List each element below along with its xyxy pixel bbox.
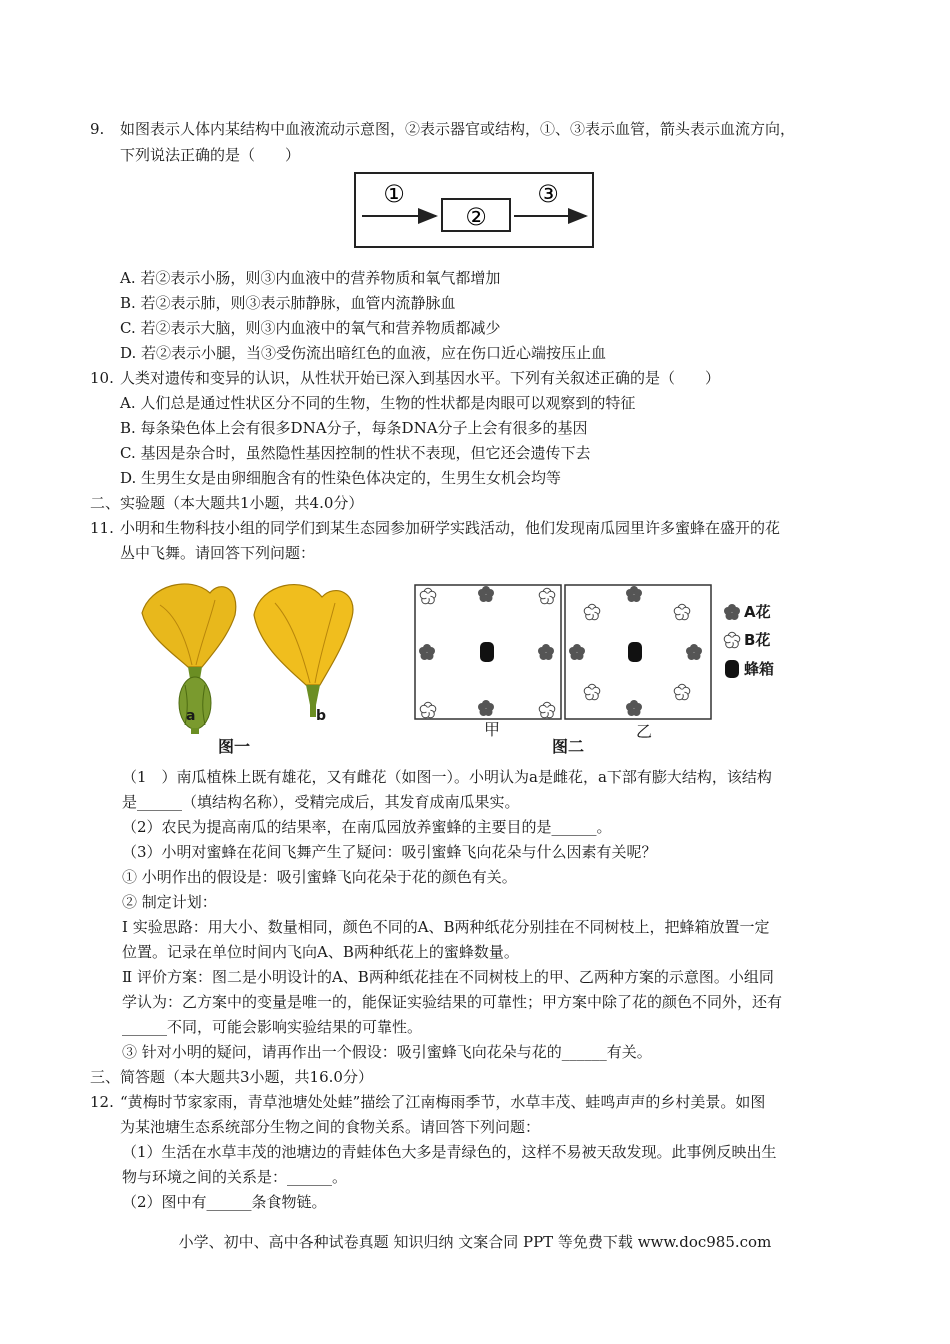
q10-number: 10. [90, 369, 114, 387]
q9-number: 9. [90, 120, 105, 138]
q11-part3: （3）小明对蜜蜂在花间飞舞产生了疑问：吸引蜜蜂飞向花朵与什么因素有关呢？ [122, 843, 657, 861]
legend-beehive-label: 蜂箱 [744, 660, 775, 678]
flower-b-label-text: b [316, 708, 327, 724]
label-vessel-3: ③ [537, 180, 559, 208]
q11-part1-line1: （1 ）南瓜植株上既有雄花，又有雌花（如图一）。小明认为a是雌花，a下部有膨大结构，该结构 [122, 768, 772, 786]
q10-stem: 人类对遗传和变异的认识，从性状开始已深入到基因水平。下列有关叙述正确的是（ ） [120, 369, 721, 387]
legend-b-flower-icon [724, 632, 740, 648]
page-footer: 小学、初中、高中各种试卷真题 知识归纳 文案合同 PPT 等免费下载 www.doc985.com [178, 1233, 772, 1251]
q11-plan-ii-line3: ______不同，可能会影响实验结果的可靠性。 [122, 1018, 423, 1036]
figure-2-layouts [412, 582, 787, 722]
legend-beehive-icon [725, 660, 739, 678]
q9-option-d: D. 若②表示小腿，当③受伤流出暗红色的血液，应在伤口近心端按压止血 [120, 344, 607, 362]
legend-b-flower-label: B花 [744, 631, 771, 649]
q11-plan-ii-line2: 学认为：乙方案中的变量是唯一的，能保证实验结果的可靠性；甲方案中除了花的颜色不同外，还有 [122, 993, 783, 1011]
q9-option-a: A. 若②表示小肠，则③内血液中的营养物质和氧气都增加 [120, 269, 501, 287]
q10-option-a: A. 人们总是通过性状区分不同的生物，生物的性状都是肉眼可以观察到的特征 [120, 394, 636, 412]
label-organ-2: ② [465, 203, 487, 231]
q9-option-b: B. 若②表示肺，则③表示肺静脉，血管内流静脉血 [120, 294, 456, 312]
q12-number: 12. [90, 1093, 114, 1111]
q9-stem-line1: 如图表示人体内某结构中血液流动示意图，②表示器官或结构，①、③表示血管，箭头表示血流方向， [120, 120, 796, 138]
q11-new-hypothesis: ③ 针对小明的疑问，请再作出一个假设：吸引蜜蜂飞向花朵与花的______有关。 [122, 1043, 652, 1061]
q10-option-c: C. 基因是杂合时，虽然隐性基因控制的性状不表现，但它还会遗传下去 [120, 444, 591, 462]
q11-stem-line1: 小明和生物科技小组的同学们到某生态园参加研学实践活动，他们发现南瓜园里许多蜜蜂在盛开的花 [120, 519, 781, 537]
q12-part2: （2）图中有______条食物链。 [122, 1193, 327, 1211]
q11-plan-ii-line1: Ⅱ 评价方案：图二是小明设计的A、B两种纸花挂在不同树枝上的甲、乙两种方案的示意图。小组同 [122, 968, 774, 986]
layout-jia-label: 甲 [484, 720, 501, 739]
q10-option-d: D. 生男生女是由卵细胞含有的性染色体决定的，生男生女机会均等 [120, 469, 562, 487]
q11-plan-heading: ② 制定计划： [122, 893, 217, 911]
figure-1-flowers [130, 575, 410, 760]
figure-1-caption: 图一 [218, 737, 251, 756]
q12-part1-line1: （1）生活在水草丰茂的池塘边的青蛙体色大多是青绿色的，这样不易被天敌发现。此事例反映出生 [122, 1143, 777, 1161]
blood-flow-diagram [354, 172, 594, 248]
section-2-heading: 二、实验题（本大题共1小题，共4.0分） [90, 494, 364, 512]
q12-part1-line2: 物与环境之间的关系是：______。 [122, 1168, 348, 1186]
flower-a-label-text: a [186, 708, 196, 724]
legend-a-flower-icon [724, 604, 740, 620]
q11-stem-line2: 丛中飞舞。请回答下列问题： [120, 544, 316, 562]
section-3-heading: 三、简答题（本大题共3小题，共16.0分） [90, 1068, 373, 1086]
q11-plan-i-line1: Ⅰ 实验思路：用大小、数量相同，颜色不同的A、B两种纸花分别挂在不同树枝上，把蜂箱放置一定 [122, 918, 770, 936]
jia-beehive [480, 642, 494, 662]
q11-part2: （2）农民为提高南瓜的结果率，在南瓜园放养蜜蜂的主要目的是______。 [122, 818, 612, 836]
q12-stem-line2: 为某池塘生态系统部分生物之间的食物关系。请回答下列问题： [120, 1118, 541, 1136]
q9-stem-line2: 下列说法正确的是（ ） [120, 146, 301, 164]
layout-yi-label: 乙 [636, 722, 653, 741]
legend-a-flower-label: A花 [744, 603, 771, 621]
q11-part1-line2: 是______（填结构名称），受精完成后，其发育成南瓜果实。 [122, 793, 520, 811]
q11-hypothesis: ① 小明作出的假设是：吸引蜜蜂飞向花朵于花的颜色有关。 [122, 868, 517, 886]
q11-plan-i-line2: 位置。记录在单位时间内飞向A、B两种纸花上的蜜蜂数量。 [122, 943, 519, 961]
label-vessel-1: ① [383, 180, 405, 208]
figure-2-caption: 图二 [552, 737, 585, 756]
yi-beehive [628, 642, 642, 662]
blood-flow-svg [356, 174, 592, 246]
q9-option-c: C. 若②表示大脑，则③内血液中的氧气和营养物质都减少 [120, 319, 501, 337]
q10-option-b: B. 每条染色体上会有很多DNA分子，每条DNA分子上会有很多的基因 [120, 419, 588, 437]
flower-b-image [254, 585, 353, 717]
q12-stem-line1: “黄梅时节家家雨，青草池塘处处蛙”描绘了江南梅雨季节，水草丰茂、蛙鸣声声的乡村美景。如图 [120, 1093, 766, 1111]
q11-number: 11. [90, 519, 114, 537]
